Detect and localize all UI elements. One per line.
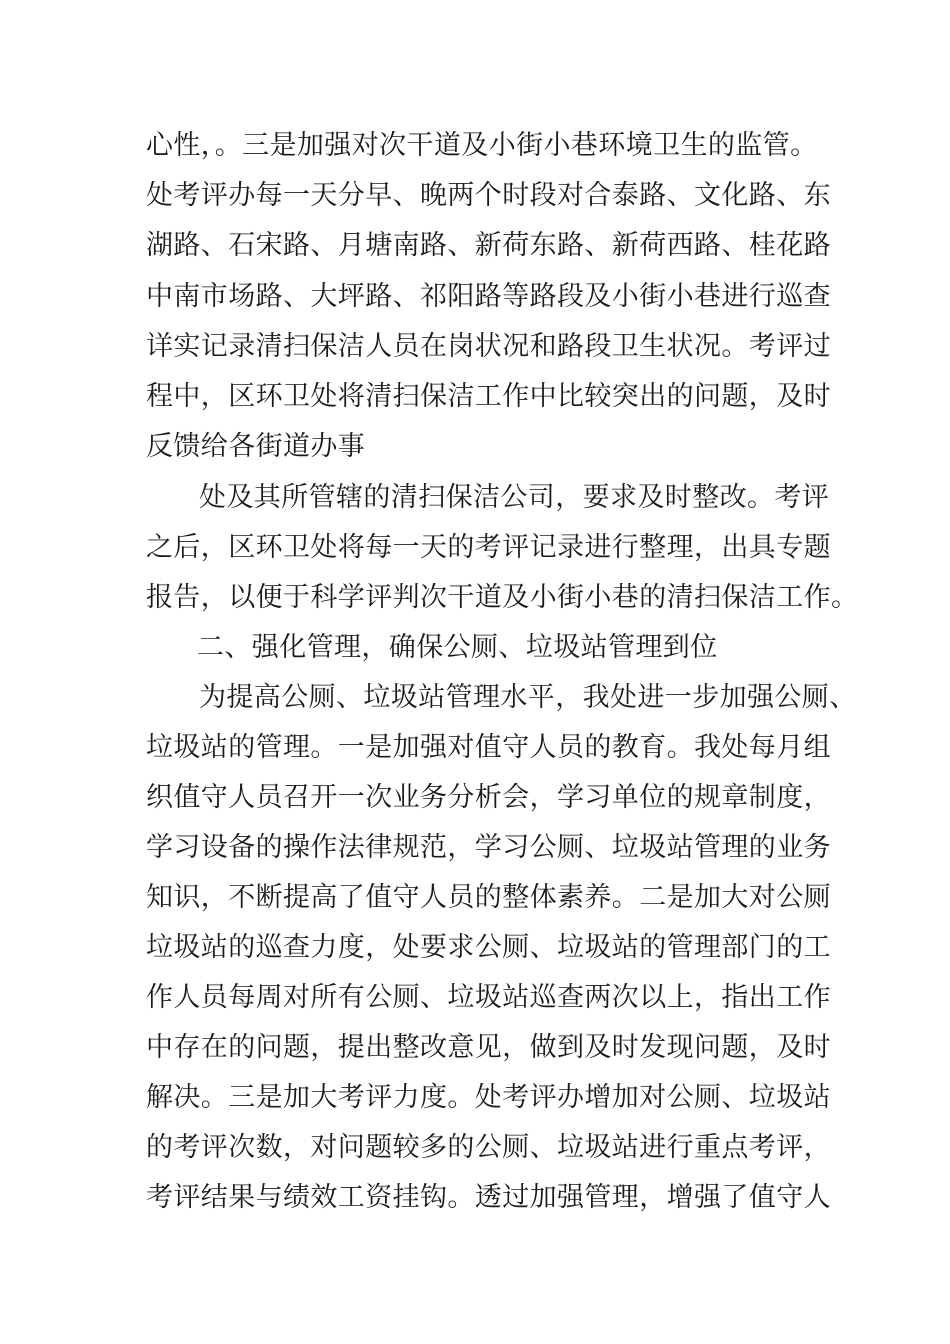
text-line: 反馈给各街道办事 xyxy=(146,431,366,462)
paragraph-first-line: 处及其所管辖的清扫保洁公司，要求及时整改。考评 xyxy=(199,482,830,513)
text-line: 解决。三是加大考评力度。处考评办增加对公厕、垃圾站 xyxy=(146,1082,831,1113)
text-line: 详实记录清扫保洁人员在岗状况和路段卫生状况。考评过 xyxy=(146,331,831,362)
text-line: 考评结果与绩效工资挂钩。透过加强管理，增强了值守人 xyxy=(146,1182,831,1213)
text-line: 垃圾站的巡查力度，处要求公厕、垃圾站的管理部门的工 xyxy=(146,932,831,963)
text-line: 的考评次数，对问题较多的公厕、垃圾站进行重点考评， xyxy=(146,1132,831,1163)
text-line: 学习设备的操作法律规范，学习公厕、垃圾站管理的业务 xyxy=(146,832,831,863)
text-line: 知识，不断提高了值守人员的整体素养。二是加大对公厕 xyxy=(146,882,831,913)
text-line: 中南市场路、大坪路、祁阳路等路段及小街小巷进行巡查 xyxy=(146,281,831,312)
text-line: 处考评办每一天分早、晚两个时段对合泰路、文化路、东 xyxy=(146,180,831,211)
section-heading: 二、强化管理，确保公厕、垃圾站管理到位 xyxy=(197,632,718,663)
text-line: 织值守人员召开一次业务分析会，学习单位的规章制度， xyxy=(146,782,831,813)
text-line: 程中，区环卫处将清扫保洁工作中比较突出的问题，及时 xyxy=(146,381,831,412)
text-line: 垃圾站的管理。一是加强对值守人员的教育。我处每月组 xyxy=(146,732,831,763)
paragraph-first-line: 为提高公厕、垃圾站管理水平，我处进一步加强公厕、 xyxy=(199,682,857,713)
text-line: 报告，以便于科学评判次干道及小街小巷的清扫保洁工作。 xyxy=(146,582,859,613)
text-line: 心性，。三是加强对次干道及小街小巷环境卫生的监管。 xyxy=(146,130,818,161)
text-line: 之后，区环卫处将每一天的考评记录进行整理，出具专题 xyxy=(146,532,831,563)
text-line: 湖路、石宋路、月塘南路、新荷东路、新荷西路、桂花路 xyxy=(146,230,831,261)
text-line: 作人员每周对所有公厕、垃圾站巡查两次以上，指出工作 xyxy=(146,982,831,1013)
text-line: 中存在的问题，提出整改意见，做到及时发现问题，及时 xyxy=(146,1032,831,1063)
